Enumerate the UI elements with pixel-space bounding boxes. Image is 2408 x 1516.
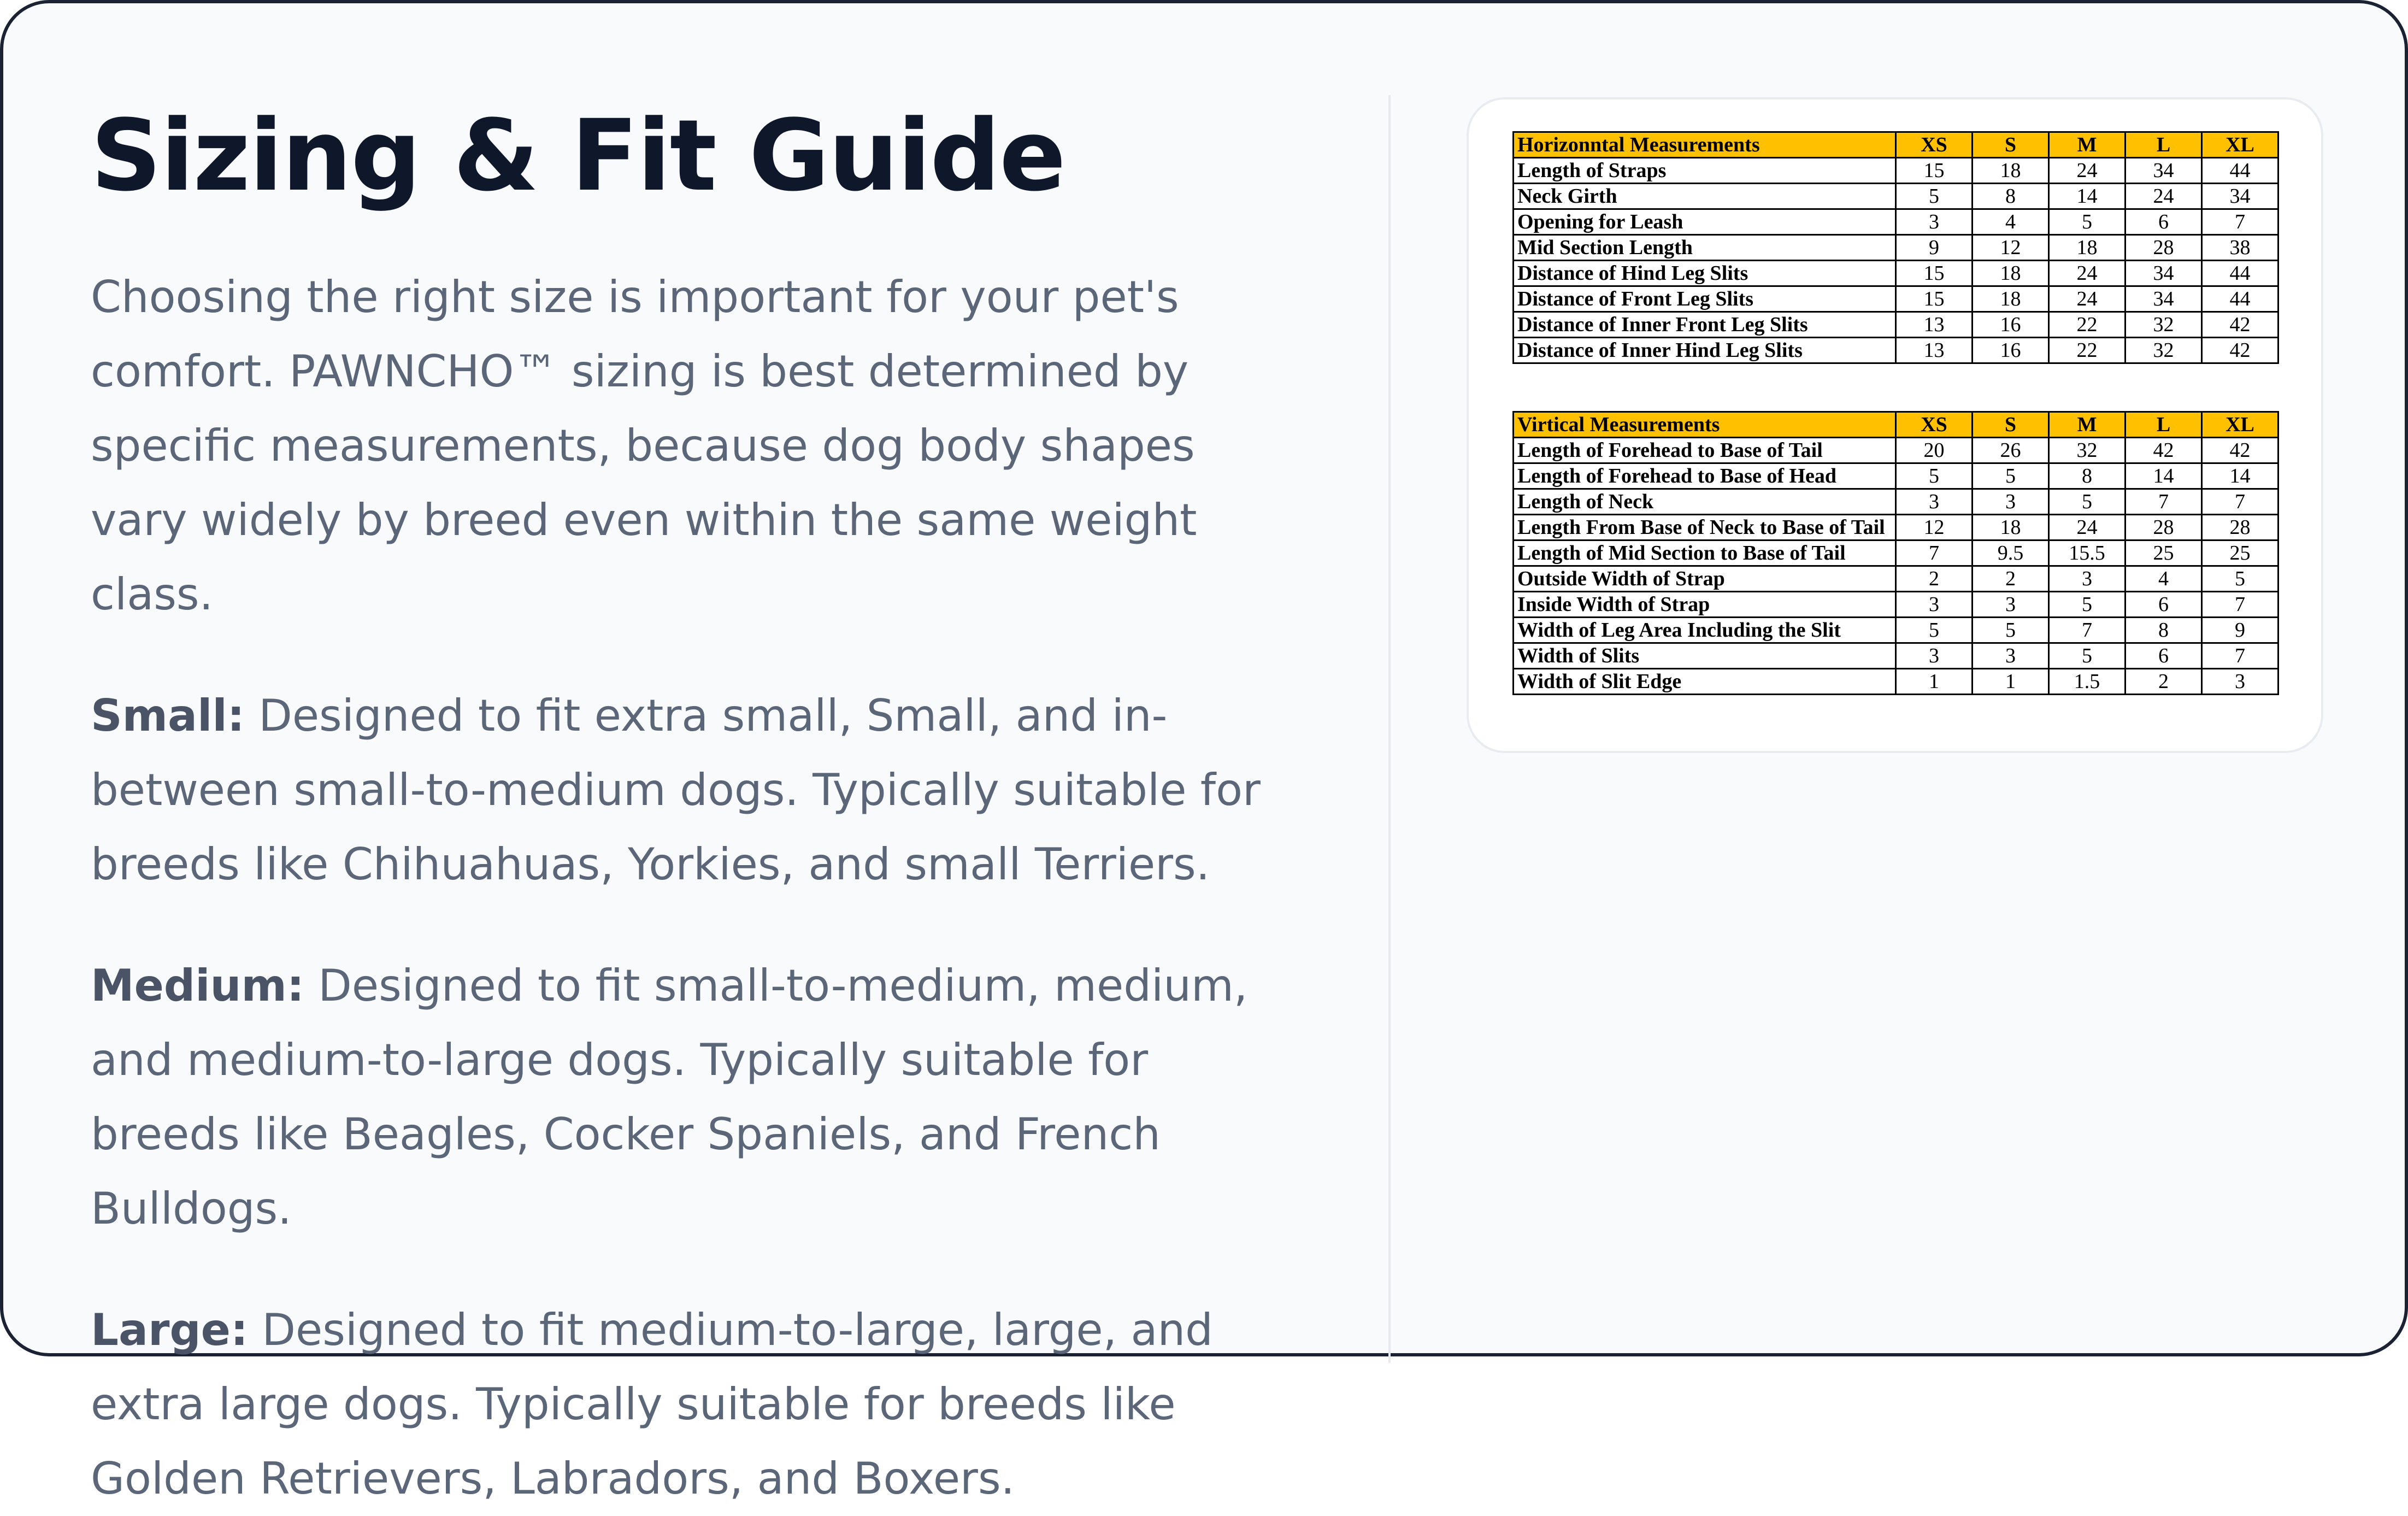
- measurement-value: 18: [1973, 286, 2049, 312]
- table-row: [1514, 566, 2279, 592]
- measurement-value: 1: [1896, 669, 1973, 695]
- measurement-value: 18: [2049, 235, 2126, 261]
- measurement-value: 34: [2126, 158, 2202, 184]
- measurement-name: Neck Girth: [1514, 184, 1896, 209]
- size-large-paragraph: [91, 1293, 1265, 1516]
- table-row: [1514, 489, 2279, 515]
- measurement-value: 7: [2126, 489, 2202, 515]
- measurement-value: 18: [1973, 261, 2049, 286]
- vertical-table-title: Virtical Measurements: [1514, 412, 1896, 438]
- measurement-name: Length of Neck: [1514, 489, 1896, 515]
- table-row: [1514, 312, 2279, 338]
- measurement-value: 18: [1973, 515, 2049, 540]
- measurement-value: 15: [1896, 261, 1973, 286]
- horizontal-header-row: [1514, 132, 2279, 158]
- table-row: [1514, 643, 2279, 669]
- measurement-value: 3: [1973, 592, 2049, 618]
- size-large-label: Large:: [91, 1305, 248, 1355]
- size-column-header: L: [2126, 412, 2202, 438]
- measurement-name: Width of Slit Edge: [1514, 669, 1896, 695]
- measurement-value: 15: [1896, 158, 1973, 184]
- size-column-header: M: [2049, 412, 2126, 438]
- measurement-value: 22: [2049, 338, 2126, 363]
- table-row: [1514, 235, 2279, 261]
- measurement-name: Inside Width of Strap: [1514, 592, 1896, 618]
- size-column-header: M: [2049, 132, 2126, 158]
- horizontal-measurements-table: [1512, 131, 2279, 364]
- measurement-value: 3: [1896, 489, 1973, 515]
- measurement-value: 20: [1896, 438, 1973, 463]
- measurement-value: 5: [2049, 643, 2126, 669]
- measurement-value: 3: [2202, 669, 2279, 695]
- size-large-text: Designed to fit medium-to-large, large, and extra large dogs. Typically suitable for breeds like Golden Retrievers, Labradors, and Boxers.: [91, 1305, 1213, 1504]
- column-divider: [1388, 95, 1391, 1363]
- table-row: [1514, 286, 2279, 312]
- page-title: Sizing & Fit Guide: [91, 99, 1065, 213]
- measurement-value: 24: [2049, 158, 2126, 184]
- size-column-header: XL: [2202, 412, 2279, 438]
- measurement-value: 44: [2202, 286, 2279, 312]
- table-row: [1514, 540, 2279, 566]
- size-column-header: XL: [2202, 132, 2279, 158]
- size-chart-card: [1467, 97, 2323, 753]
- measurement-value: 25: [2126, 540, 2202, 566]
- measurement-value: 44: [2202, 158, 2279, 184]
- measurement-value: 24: [2126, 184, 2202, 209]
- guide-text-column: [91, 96, 1265, 1516]
- measurement-value: 8: [2049, 463, 2126, 489]
- measurement-value: 8: [2126, 618, 2202, 643]
- size-column-header: S: [1973, 412, 2049, 438]
- measurement-value: 42: [2202, 438, 2279, 463]
- measurement-name: Distance of Front Leg Slits: [1514, 286, 1896, 312]
- measurement-value: 13: [1896, 338, 1973, 363]
- measurement-value: 42: [2202, 312, 2279, 338]
- measurement-value: 28: [2126, 235, 2202, 261]
- measurement-value: 24: [2049, 286, 2126, 312]
- measurement-name: Distance of Inner Front Leg Slits: [1514, 312, 1896, 338]
- measurement-name: Length of Straps: [1514, 158, 1896, 184]
- measurement-value: 9: [1896, 235, 1973, 261]
- measurement-value: 28: [2202, 515, 2279, 540]
- measurement-value: 14: [2202, 463, 2279, 489]
- measurement-value: 14: [2126, 463, 2202, 489]
- measurement-value: 32: [2049, 438, 2126, 463]
- measurement-value: 6: [2126, 643, 2202, 669]
- measurement-value: 32: [2126, 338, 2202, 363]
- measurement-name: Outside Width of Strap: [1514, 566, 1896, 592]
- measurement-value: 34: [2126, 286, 2202, 312]
- table-row: [1514, 261, 2279, 286]
- measurement-value: 38: [2202, 235, 2279, 261]
- measurement-value: 18: [1973, 158, 2049, 184]
- measurement-name: Distance of Hind Leg Slits: [1514, 261, 1896, 286]
- measurement-value: 1: [1973, 669, 2049, 695]
- measurement-value: 7: [2202, 592, 2279, 618]
- size-column-header: XS: [1896, 412, 1973, 438]
- measurement-value: 7: [2049, 618, 2126, 643]
- measurement-value: 5: [1896, 184, 1973, 209]
- table-row: [1514, 618, 2279, 643]
- table-row: [1514, 592, 2279, 618]
- horizontal-table-title: Horizonntal Measurements: [1514, 132, 1896, 158]
- measurement-value: 6: [2126, 592, 2202, 618]
- measurement-value: 4: [1973, 209, 2049, 235]
- measurement-name: Distance of Inner Hind Leg Slits: [1514, 338, 1896, 363]
- measurement-value: 34: [2202, 184, 2279, 209]
- measurement-value: 8: [1973, 184, 2049, 209]
- vertical-measurements-table: [1512, 411, 2279, 695]
- measurement-name: Width of Leg Area Including the Slit: [1514, 618, 1896, 643]
- vertical-header-row: [1514, 412, 2279, 438]
- measurement-value: 14: [2049, 184, 2126, 209]
- size-column-header: S: [1973, 132, 2049, 158]
- measurement-value: 3: [1896, 209, 1973, 235]
- measurement-value: 7: [2202, 489, 2279, 515]
- table-row: [1514, 184, 2279, 209]
- size-medium-label: Medium:: [91, 960, 304, 1011]
- measurement-value: 44: [2202, 261, 2279, 286]
- measurement-value: 34: [2126, 261, 2202, 286]
- measurement-value: 42: [2202, 338, 2279, 363]
- size-medium-paragraph: [91, 949, 1265, 1246]
- measurement-name: Opening for Leash: [1514, 209, 1896, 235]
- measurement-value: 12: [1973, 235, 2049, 261]
- table-row: [1514, 515, 2279, 540]
- table-row: [1514, 669, 2279, 695]
- measurement-value: 1.5: [2049, 669, 2126, 695]
- measurement-value: 24: [2049, 515, 2126, 540]
- measurement-value: 26: [1973, 438, 2049, 463]
- measurement-name: Length of Mid Section to Base of Tail: [1514, 540, 1896, 566]
- measurement-value: 15.5: [2049, 540, 2126, 566]
- measurement-value: 2: [2126, 669, 2202, 695]
- measurement-value: 5: [2049, 592, 2126, 618]
- measurement-value: 5: [1896, 618, 1973, 643]
- measurement-value: 5: [2049, 209, 2126, 235]
- measurement-value: 2: [1896, 566, 1973, 592]
- measurement-value: 42: [2126, 438, 2202, 463]
- measurement-name: Length of Forehead to Base of Tail: [1514, 438, 1896, 463]
- measurement-value: 6: [2126, 209, 2202, 235]
- measurement-value: 32: [2126, 312, 2202, 338]
- intro-paragraph: Choosing the right size is important for your pet's comfort. PAWNCHO™ sizing is best determined by specific measurements, because dog body shapes vary widely by breed even within the same weight class.: [91, 272, 1197, 620]
- size-small-label: Small:: [91, 690, 245, 741]
- measurement-value: 2: [1973, 566, 2049, 592]
- table-row: [1514, 463, 2279, 489]
- measurement-value: 5: [1973, 618, 2049, 643]
- size-medium-text: Designed to fit small-to-medium, medium, and medium-to-large dogs. Typically suitable for breeds like Beagles, Cocker Spaniels, and French Bulldogs.: [91, 960, 1248, 1234]
- measurement-name: Width of Slits: [1514, 643, 1896, 669]
- measurement-value: 7: [1896, 540, 1973, 566]
- measurement-value: 9: [2202, 618, 2279, 643]
- size-small-paragraph: [91, 679, 1265, 902]
- measurement-value: 5: [2049, 489, 2126, 515]
- measurement-value: 16: [1973, 312, 2049, 338]
- measurement-value: 5: [1896, 463, 1973, 489]
- measurement-value: 13: [1896, 312, 1973, 338]
- measurement-value: 22: [2049, 312, 2126, 338]
- measurement-value: 3: [1973, 643, 2049, 669]
- measurement-value: 3: [1973, 489, 2049, 515]
- measurement-value: 24: [2049, 261, 2126, 286]
- table-row: [1514, 158, 2279, 184]
- table-row: [1514, 438, 2279, 463]
- measurement-value: 3: [1896, 592, 1973, 618]
- size-small-text: Designed to fit extra small, Small, and in-between small-to-medium dogs. Typically suitable for breeds like Chihuahuas, Yorkies, and small Terriers.: [91, 690, 1261, 890]
- measurement-value: 3: [1896, 643, 1973, 669]
- measurement-value: 15: [1896, 286, 1973, 312]
- measurement-value: 7: [2202, 643, 2279, 669]
- measurement-value: 25: [2202, 540, 2279, 566]
- measurement-value: 4: [2126, 566, 2202, 592]
- table-row: [1514, 338, 2279, 363]
- measurement-value: 12: [1896, 515, 1973, 540]
- measurement-name: Length of Forehead to Base of Head: [1514, 463, 1896, 489]
- measurement-name: Length From Base of Neck to Base of Tail: [1514, 515, 1896, 540]
- measurement-value: 28: [2126, 515, 2202, 540]
- size-column-header: XS: [1896, 132, 1973, 158]
- table-row: [1514, 209, 2279, 235]
- measurement-value: 3: [2049, 566, 2126, 592]
- measurement-value: 9.5: [1973, 540, 2049, 566]
- size-column-header: L: [2126, 132, 2202, 158]
- measurement-value: 5: [2202, 566, 2279, 592]
- measurement-value: 7: [2202, 209, 2279, 235]
- measurement-value: 16: [1973, 338, 2049, 363]
- measurement-name: Mid Section Length: [1514, 235, 1896, 261]
- measurement-value: 5: [1973, 463, 2049, 489]
